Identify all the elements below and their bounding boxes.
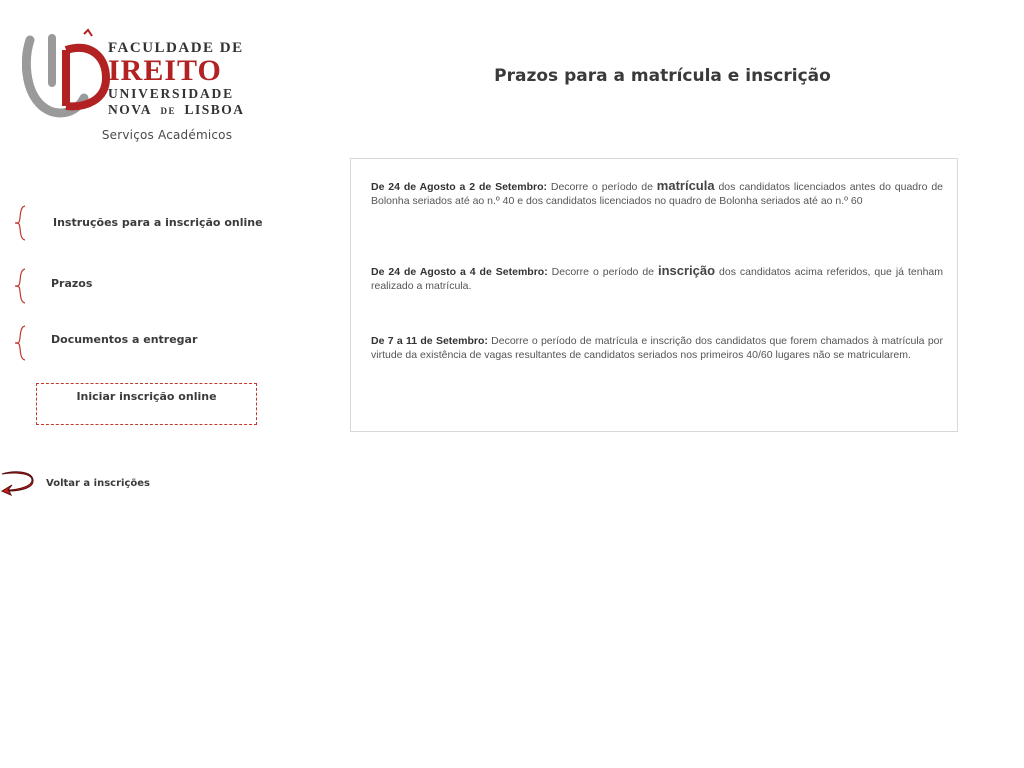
deadline-text: Decorre o período de xyxy=(547,266,658,278)
curly-brace-icon xyxy=(14,325,28,361)
logo-line-4: NOVA DE LISBOA xyxy=(108,102,245,117)
logo-line-1: FACULDADE DE xyxy=(108,40,244,56)
sidebar-item-documentos[interactable]: Documentos a entregar xyxy=(51,333,198,346)
deadline-paragraph xyxy=(371,179,943,208)
red-return-arrow-icon[interactable] xyxy=(0,470,34,496)
logo-line-2: IREITO xyxy=(108,54,222,87)
deadline-text: dos candidatos acima referidos, que já tenham realizado a matrícula. xyxy=(371,266,943,292)
deadline-paragraph xyxy=(371,264,943,293)
curly-brace-icon xyxy=(14,268,28,304)
start-online-registration-button[interactable]: Iniciar inscrição online xyxy=(36,383,257,425)
deadline-text: dos candidatos licenciados antes do quadro de Bolonha seriados até ao n.º 40 e dos candidatos licenciados no quadro de Bolonha seriados até ao n.º 60 xyxy=(371,181,944,207)
page-title: Prazos para a matrícula e inscrição xyxy=(494,66,831,86)
logo-line-3: UNIVERSIDADE xyxy=(108,86,234,101)
curly-brace-icon xyxy=(14,205,28,241)
faculty-logo-graphic xyxy=(22,28,266,120)
deadline-keyword: matrícula xyxy=(656,178,715,193)
deadline-date: De 24 de Agosto a 4 de Setembro: xyxy=(371,266,548,278)
deadline-text: Decorre o período de xyxy=(547,181,657,193)
faculty-logo xyxy=(22,28,266,120)
sidebar-item-instrucoes[interactable]: Instruções para a inscrição online xyxy=(53,216,263,229)
back-to-registrations-link[interactable]: Voltar a inscrições xyxy=(46,478,150,489)
deadlines-panel xyxy=(350,158,958,432)
deadline-keyword: inscrição xyxy=(657,263,716,278)
deadline-date: De 24 de Agosto a 2 de Setembro: xyxy=(371,181,547,193)
sidebar-item-prazos[interactable]: Prazos xyxy=(51,277,93,290)
deadline-paragraph xyxy=(371,335,943,362)
logo-caption: Serviços Académicos xyxy=(101,128,233,142)
deadline-date: De 7 a 11 de Setembro: xyxy=(371,335,488,347)
deadline-text: Decorre o período de matrícula e inscrição dos candidatos que forem chamados à matrícula por virtude da existência de vagas resultantes de candidatos seriados nos primeiros 40/60 lugares não se matricularem. xyxy=(371,335,943,361)
